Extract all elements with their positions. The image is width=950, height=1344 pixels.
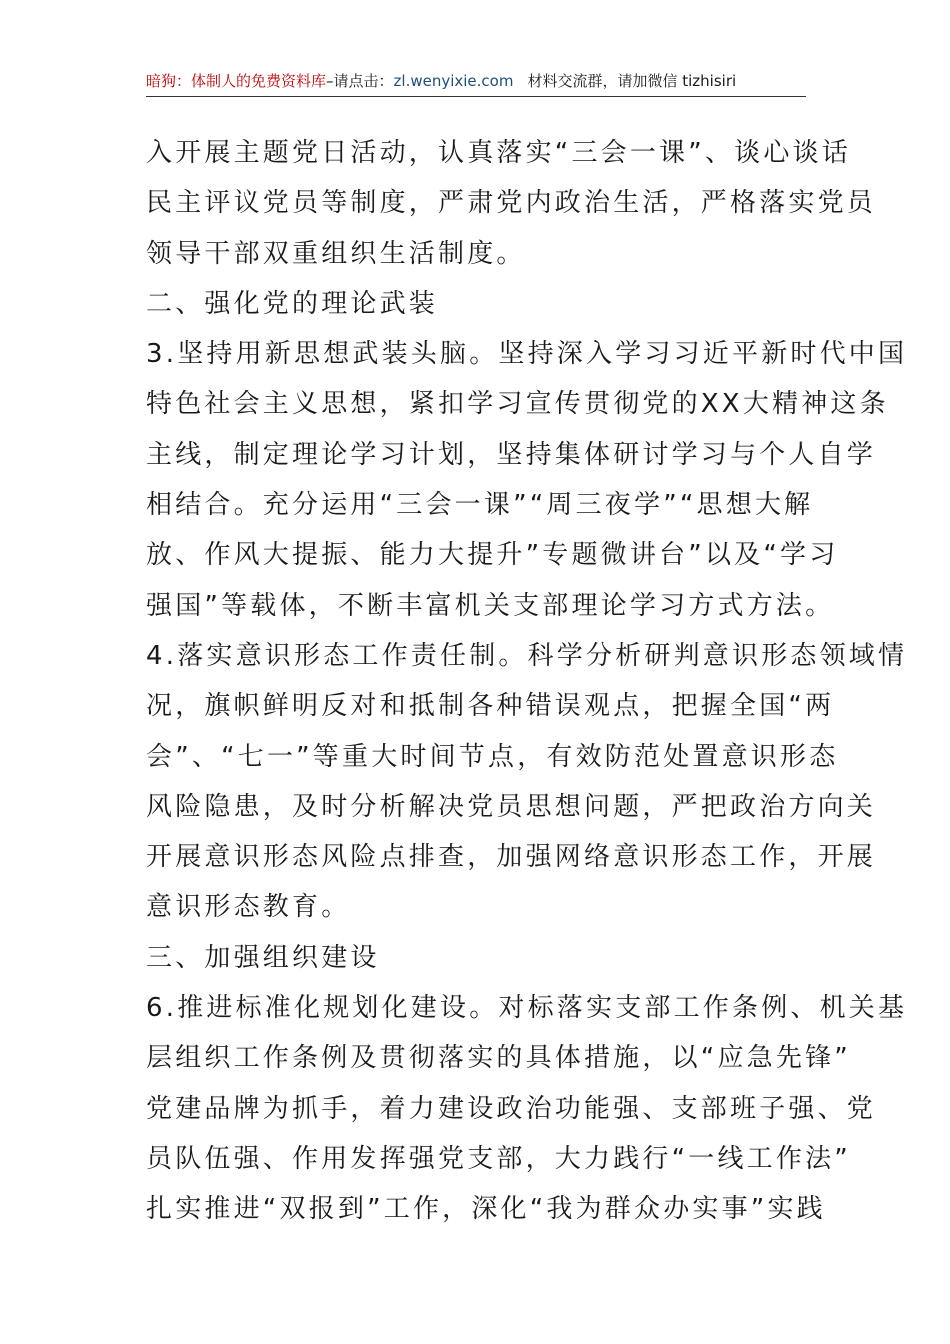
- text-line: 会”、“七一”等重大时间节点，有效防范处置意识形态: [146, 741, 839, 772]
- text-line: 员队伍强、作用发挥强党支部，大力践行“一线工作法”: [146, 1143, 851, 1174]
- text-line: 意识形态教育。: [146, 892, 351, 923]
- text-line: 领导干部双重组织生活制度。: [146, 238, 526, 269]
- header-brand: 暗狗：体制人的免费资料库: [146, 72, 327, 90]
- text-line: 相结合。充分运用“三会一课”“周三夜学”“思想大解: [146, 490, 814, 521]
- text-line: 强国”等载体，不断丰富机关支部理论学习方式方法。: [146, 590, 835, 621]
- text-line: 入开展主题党日活动，认真落实“三会一课”、谈心谈话: [146, 138, 851, 168]
- text-line: 4.落实意识形态工作责任制。科学分析研判意识形态领域情: [146, 640, 908, 671]
- text-line: 主线，制定理论学习计划，坚持集体研讨学习与个人自学: [146, 439, 877, 470]
- text-line: 扎实推进“双报到”工作，深化“我为群众办实事”实践: [146, 1194, 826, 1225]
- text-line: 层组织工作条例及贯彻落实的具体措施，以“应急先锋”: [146, 1043, 851, 1074]
- section-heading: 二、强化党的理论武装: [146, 288, 439, 319]
- document-body: [146, 128, 908, 1235]
- text-line: 况，旗帜鲜明反对和抵制各种错误观点，把握全国“两: [146, 691, 835, 722]
- text-line: 放、作风大提振、能力大提升”专题微讲台”以及“学习: [146, 540, 839, 571]
- section-heading: 三、加强组织建设: [146, 942, 380, 973]
- header-click-hint: –请点击：: [326, 72, 394, 90]
- text-line: 3.坚持用新思想武装头脑。坚持深入学习习近平新时代中国: [146, 339, 908, 370]
- text-line: 开展意识形态风险点排查，加强网络意识形态工作，开展: [146, 842, 877, 873]
- text-line: 6.推进标准化规划化建设。对标落实支部工作条例、机关基: [146, 993, 908, 1024]
- header-group-note: 材料交流群，请加微信 tizhisiri: [527, 72, 737, 90]
- page-header: [146, 66, 806, 97]
- text-line: 民主评议党员等制度，严肃党内政治生活，严格落实党员: [146, 188, 877, 219]
- header-site-link[interactable]: zl.wenyixie.com: [393, 72, 514, 90]
- text-line: 风险隐患，及时分析解决党员思想问题，严把政治方向关: [146, 791, 877, 822]
- text-line: 党建品牌为抓手，着力建设政治功能强、支部班子强、党: [146, 1093, 877, 1124]
- text-line: 特色社会主义思想，紧扣学习宣传贯彻党的XX大精神这条: [146, 389, 889, 420]
